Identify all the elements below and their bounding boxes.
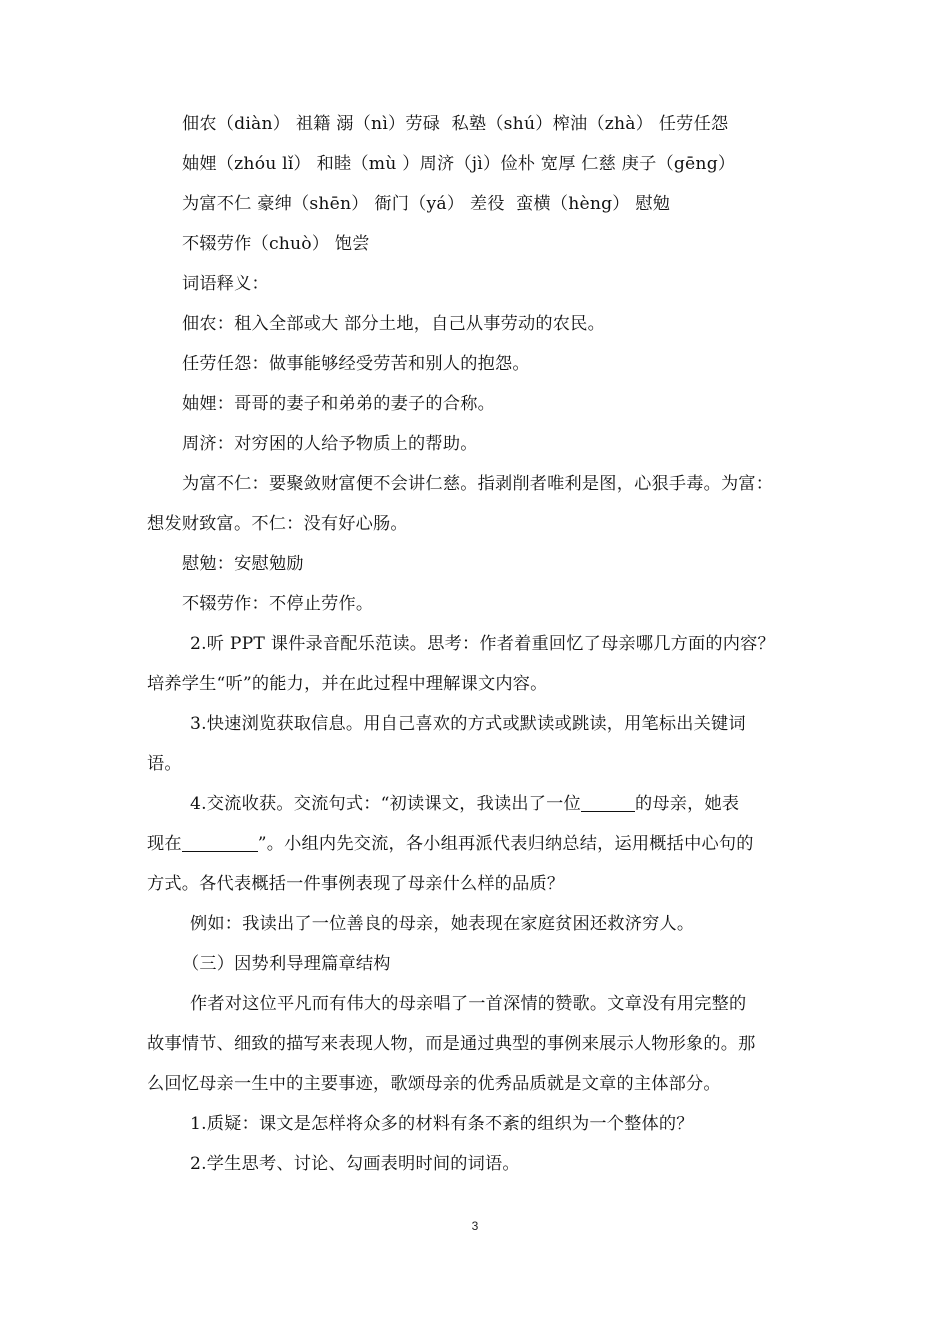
section3-heading: （三）因势利导理篇章结构 bbox=[182, 954, 391, 974]
step2-line-1: 2.听 PPT 课件录音配乐范读。思考：作者着重回忆了母亲哪几方面的内容？ bbox=[190, 634, 775, 654]
vocab-line-2: 妯娌（zhóu lǐ） 和睦（mù ）周济（jì）俭朴 宽厚 仁慈 庚子（gēng） bbox=[182, 154, 736, 174]
vocab-line-1: 佃农（diàn） 祖籍 溺（nì）劳碌 私塾（shú）榨油（zhà） 任劳任怨 bbox=[182, 114, 729, 134]
glossary-item: 佃农：租入全部或大 部分土地，自己从事劳动的农民。 bbox=[182, 314, 605, 334]
glossary-item-buren-line-1: 为富不仁：要聚敛财富便不会讲仁慈。指剥削者唯利是图，心狠手毒。为富： bbox=[182, 474, 774, 494]
page-number: 3 bbox=[471, 1219, 479, 1233]
question-2: 2.学生思考、讨论、勾画表明时间的词语。 bbox=[190, 1154, 520, 1174]
question-1: 1.质疑：课文是怎样将众多的材料有条不紊的组织为一个整体的？ bbox=[190, 1114, 694, 1134]
step2-line-2: 培养学生“听”的能力，并在此过程中理解课文内容。 bbox=[147, 674, 548, 694]
step4-text-a: 4.交流收获。交流句式：“初读课文，我读出了一位 bbox=[190, 794, 581, 814]
step4-text-d: ”。小组内先交流，各小组再派代表归纳总结，运用概括中心句的 bbox=[257, 834, 754, 854]
step4-line-1 bbox=[190, 792, 739, 816]
glossary-item: 周济：对穷困的人给予物质上的帮助。 bbox=[182, 434, 478, 454]
glossary-item-weimian: 慰勉：安慰勉励 bbox=[182, 554, 304, 574]
glossary-item-buchuo: 不辍劳作：不停止劳作。 bbox=[182, 594, 374, 614]
step4-line-3: 方式。各代表概括一件事例表现了母亲什么样的品质？ bbox=[147, 874, 565, 894]
fill-blank bbox=[581, 793, 635, 812]
step3-line-1: 3.快速浏览获取信息。用自己喜欢的方式或默读或跳读，用笔标出关键词 bbox=[190, 714, 746, 734]
vocab-line-4: 不辍劳作（chuò） 饱尝 bbox=[182, 234, 370, 254]
step4-line-2 bbox=[147, 832, 754, 856]
section3-paragraph-line-3: 么回忆母亲一生中的主要事迹，歌颂母亲的优秀品质就是文章的主体部分。 bbox=[147, 1074, 721, 1094]
section3-paragraph-line-1: 作者对这位平凡而有伟大的母亲唱了一首深情的赞歌。文章没有用完整的 bbox=[190, 994, 747, 1014]
step4-text-b: 的母亲，她表 bbox=[634, 794, 740, 814]
vocab-line-3: 为富不仁 豪绅（shēn） 衙门（yá） 差役 蛮横（hèng） 慰勉 bbox=[182, 194, 671, 214]
glossary-item-buren-line-2: 想发财致富。不仁：没有好心肠。 bbox=[147, 514, 408, 534]
step4-text-c: 现在 bbox=[147, 834, 182, 854]
section3-paragraph-line-2: 故事情节、细致的描写来表现人物，而是通过典型的事例来展示人物形象的。那 bbox=[147, 1034, 756, 1054]
fill-blank bbox=[182, 833, 258, 852]
step3-line-2: 语。 bbox=[147, 754, 182, 774]
glossary-item: 任劳任怨：做事能够经受劳苦和别人的抱怨。 bbox=[182, 354, 530, 374]
glossary-heading: 词语释义： bbox=[182, 274, 269, 294]
example-line: 例如：我读出了一位善良的母亲，她表现在家庭贫困还救济穷人。 bbox=[190, 914, 695, 934]
glossary-item: 妯娌：哥哥的妻子和弟弟的妻子的合称。 bbox=[182, 394, 495, 414]
